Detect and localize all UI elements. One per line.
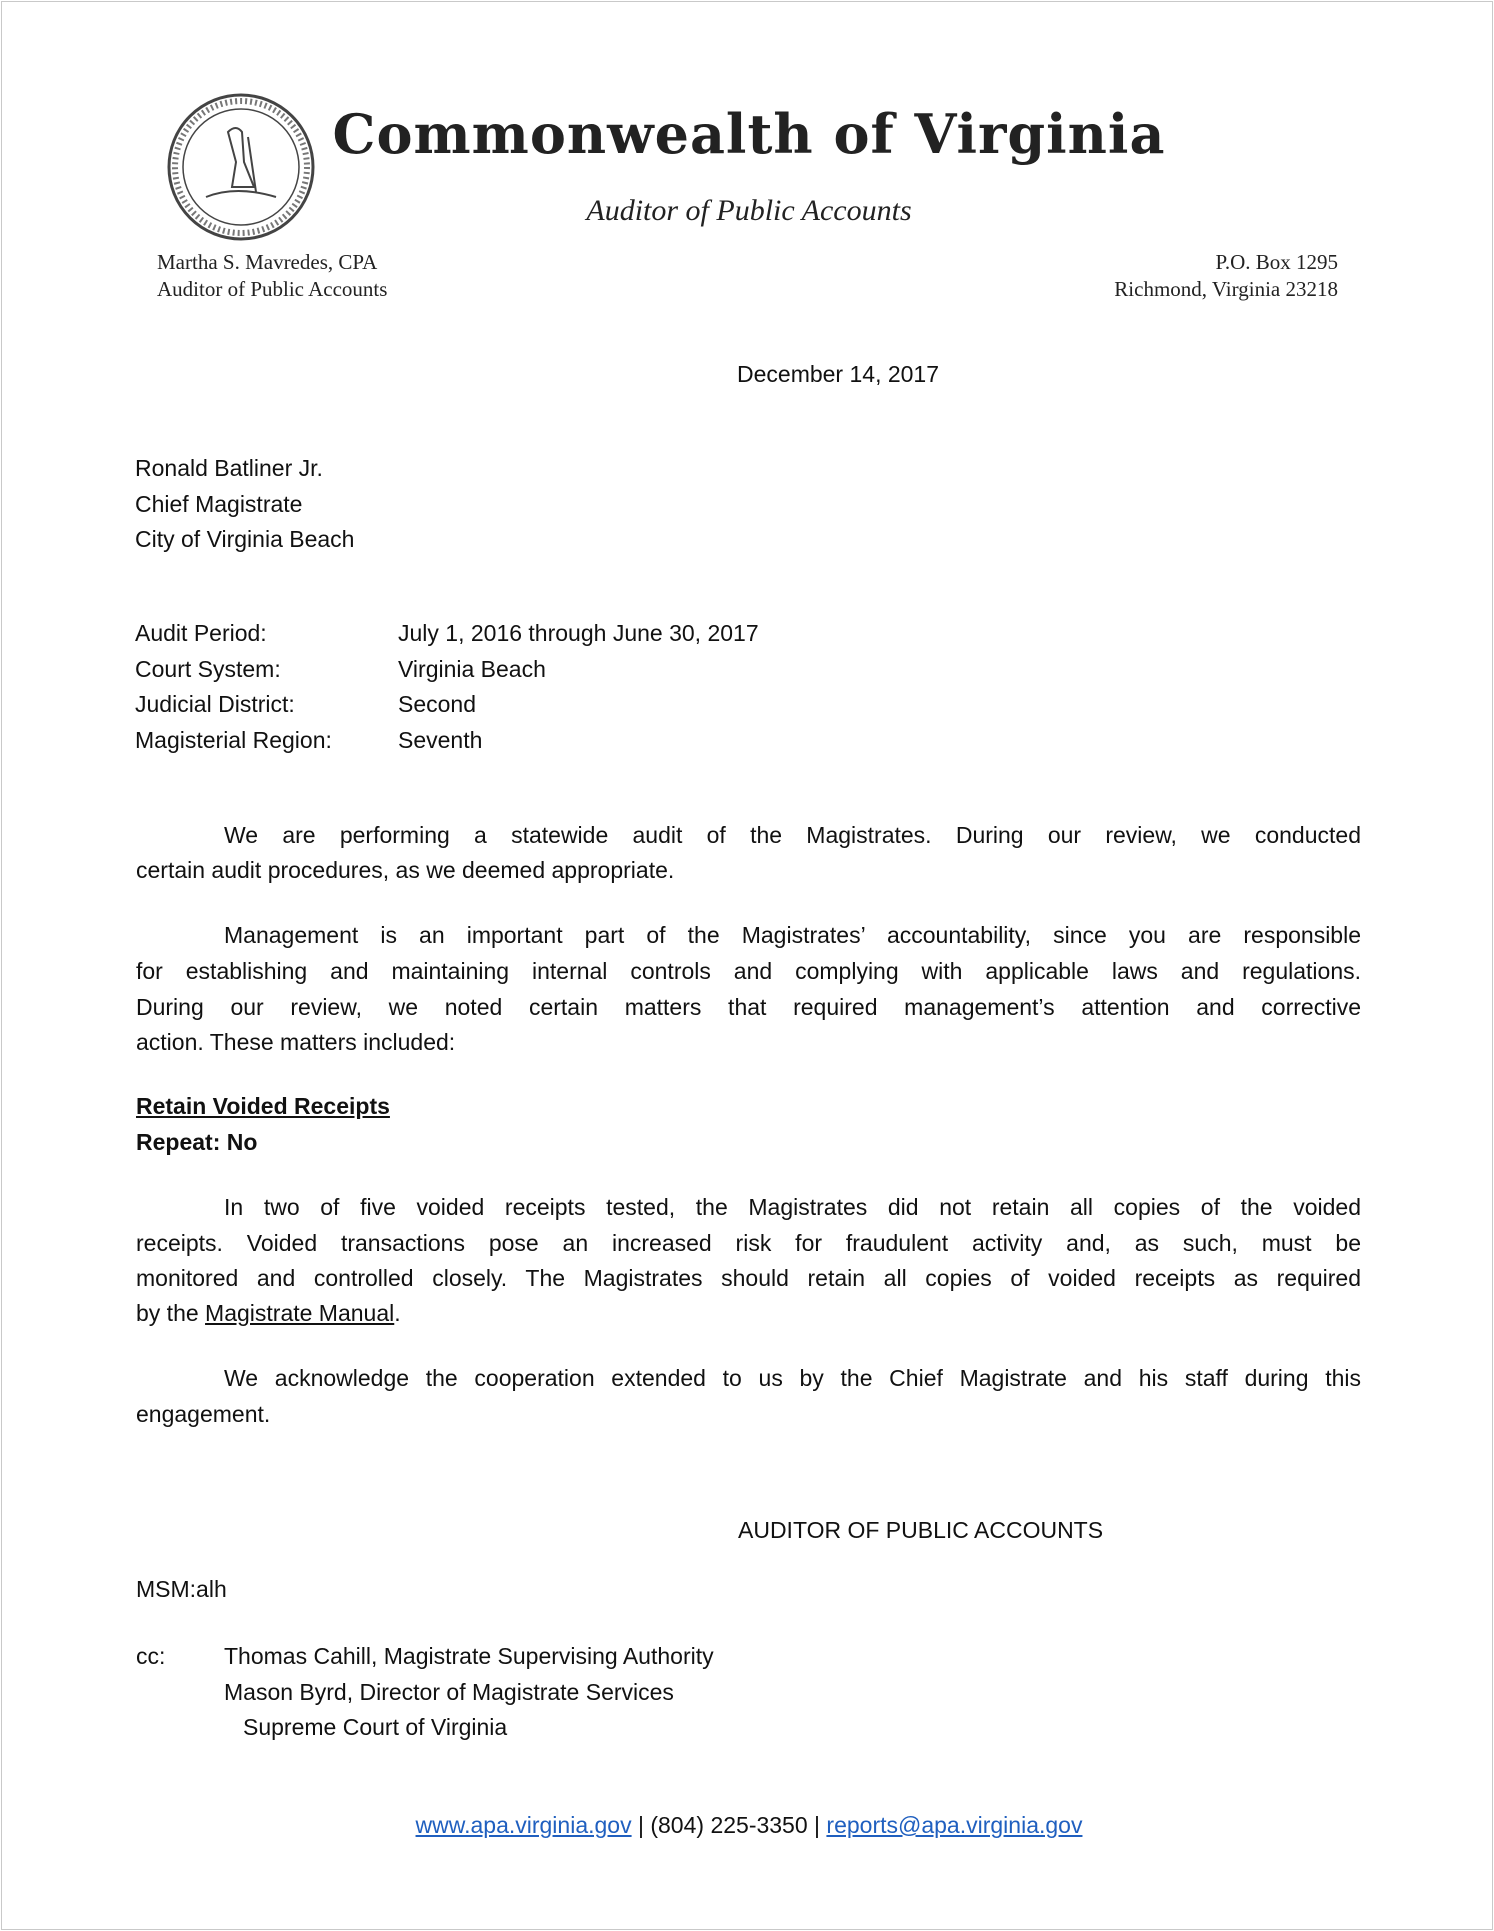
finding-heading: Retain Voided Receipts xyxy=(136,1093,390,1119)
cc-label: cc: xyxy=(136,1643,166,1669)
cc-block xyxy=(136,1639,714,1746)
recipient-name: Ronald Batliner Jr. xyxy=(135,455,323,481)
magistrate-manual-reference: Magistrate Manual xyxy=(205,1300,395,1326)
auditor-name-block xyxy=(157,249,387,303)
cc-recipient: Mason Byrd, Director of Magistrate Services xyxy=(224,1678,674,1705)
email-link[interactable]: reports@apa.virginia.gov xyxy=(826,1812,1083,1838)
address-block xyxy=(1114,249,1338,303)
po-box: P.O. Box 1295 xyxy=(1215,250,1338,274)
letterhead-title: Commonwealth of Virginia xyxy=(332,102,1166,166)
letter-date: December 14, 2017 xyxy=(737,361,940,387)
initials: MSM:alh xyxy=(136,1576,227,1602)
auditor-title: Auditor of Public Accounts xyxy=(157,277,388,301)
detail-row: Judicial District: Second xyxy=(135,691,477,718)
letterhead-subtitle: Auditor of Public Accounts xyxy=(586,194,912,227)
city-state-zip: Richmond, Virginia 23218 xyxy=(1114,277,1338,301)
auditor-name: Martha S. Mavredes, CPA xyxy=(157,250,378,274)
detail-row: Magisterial Region: Seventh xyxy=(135,727,483,754)
phone-number: (804) 225-3350 xyxy=(650,1812,808,1838)
detail-row: Court System: Virginia Beach xyxy=(135,655,546,682)
cc-recipient: Thomas Cahill, Magistrate Supervising Authority xyxy=(224,1643,714,1669)
signature-block: AUDITOR OF PUBLIC ACCOUNTS xyxy=(738,1517,1104,1543)
recipient-org: City of Virginia Beach xyxy=(135,526,355,553)
footer: www.apa.virginia.gov | (804) 225-3350 | reports@apa.virginia.gov xyxy=(415,1812,1083,1838)
audit-details xyxy=(135,616,759,759)
website-link[interactable]: www.apa.virginia.gov xyxy=(415,1812,632,1838)
cc-recipient: Supreme Court of Virginia xyxy=(243,1714,508,1740)
finding-repeat: Repeat: No xyxy=(136,1129,258,1155)
recipient-block xyxy=(135,451,354,558)
recipient-title: Chief Magistrate xyxy=(135,490,303,517)
letter-page: Commonwealth of Virginia Auditor of Public Accounts Martha S. Mavredes, CPA Auditor of Public Accounts P.O. Box 1295 Richmond, Virginia 23218 December 14, 2017 Ronald Batliner Jr. Chief Magistrate City of Virginia Beach Audit Period: July 1, 2016 through June 30, 2017 Court System: Virginia Beach Judicial District: Second Magisterial Region: Seventh We are performing a statewide audit of the Magistrates. During our review, we conducted certain audit procedures, as we deemed appropriate. Management is an important part of the Magistrates’ accountability, since you are responsible for establishing and maintaining internal controls and complying with applicable laws and regulations. During our review, we noted certain matters that required management’s attention and corrective action. These matters included: Retain Voided Receipts Repeat: No In two of five voided receipts tested, the Magistrates did not retain all copies of the voided receipts. Voided transactions pose an increased risk for fraudulent activity and, as such, must be monitored and controlled closely. The Magistrates should retain all copies of voided receipts as required by the Magistrate Manual. We acknowledge the cooperation extended to us by the Chief Magistrate and his staff during this engagement. AUDITOR OF PUBLIC ACCOUNTS MSM:alh cc: Thomas Cahill, Magistrate Supervising Authority Mason Byrd, Director of Magistrate Services Supreme Court of Virginia www.apa.virginia.gov | (804) 225-3350 | reports@apa.virginia.gov xyxy=(1,1,1493,1930)
detail-row: Audit Period: July 1, 2016 through June 30, 2017 xyxy=(135,620,759,646)
